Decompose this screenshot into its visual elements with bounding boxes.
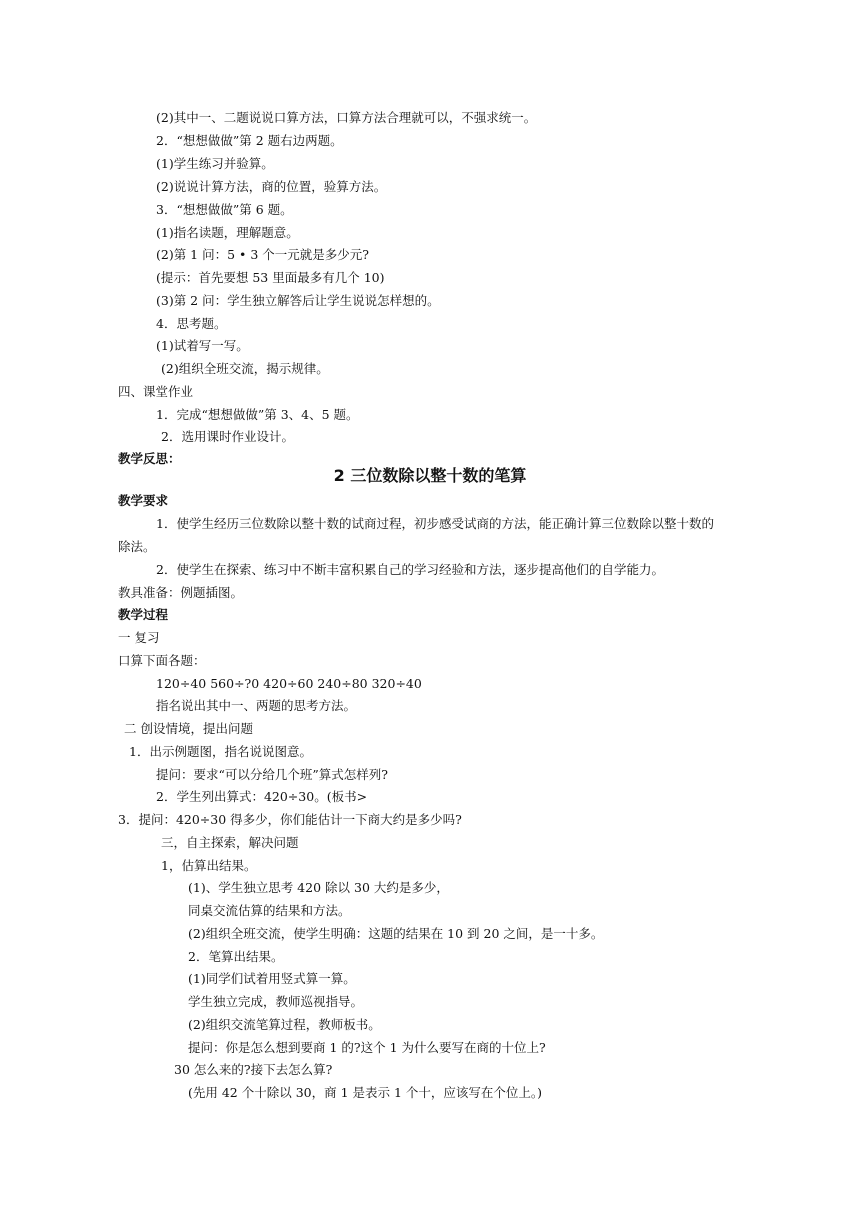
- text-line: 30 怎么来的?接下去怎么算?: [174, 1062, 333, 1077]
- text-line: 1．使学生经历三位数除以整十数的试商过程，初步感受试商的方法，能正确计算三位数除以整十数的: [156, 516, 714, 531]
- section-heading: 一 复习: [118, 630, 160, 645]
- lesson-title: 2 三位数除以整十数的笔算: [333, 466, 527, 485]
- text-line: (提示：首先要想 53 里面最多有几个 10): [156, 270, 385, 285]
- section-heading: 三，自主探索，解决问题: [161, 835, 299, 850]
- text-line: 提问：你是怎么想到要商 1 的?这个 1 为什么要写在商的十位上?: [188, 1040, 546, 1055]
- text-line: 1．出示例题图，指名说说图意。: [129, 744, 312, 759]
- text-line: (2)其中一、二题说说口算方法，口算方法合理就可以，不强求统一。: [156, 110, 537, 125]
- section-heading: 四、课堂作业: [118, 384, 194, 399]
- teaching-reflection-label: 教学反思：: [118, 451, 181, 466]
- text-line: 2．选用课时作业设计。: [161, 429, 294, 444]
- text-line: 120÷40 560÷?0 420÷60 240÷80 320÷40: [156, 676, 422, 691]
- text-line: 除法。: [118, 539, 156, 554]
- text-line: (2)组织交流笔算过程，教师板书。: [188, 1017, 381, 1032]
- text-line: 4．思考题。: [156, 316, 227, 331]
- text-line: (1)同学们试着用竖式算一算。: [188, 971, 356, 986]
- text-line: (3)第 2 问：学生独立解答后让学生说说怎样想的。: [156, 293, 440, 308]
- text-line: 2．“想想做做”第 2 题右边两题。: [156, 133, 343, 148]
- text-line: 指名说出其中一、两题的思考方法。: [156, 698, 357, 713]
- text-line: (1)学生练习并验算。: [156, 156, 274, 171]
- text-line: 3．“想想做做”第 6 题。: [156, 202, 293, 217]
- section-heading-bold: 教学过程: [118, 607, 169, 622]
- text-line: 3．提问：420÷30 得多少，你们能估计一下商大约是多少吗?: [118, 812, 462, 827]
- text-line: 2．学生列出算式：420÷30。(板书>: [156, 789, 368, 804]
- text-line: (1)、学生独立思考 420 除以 30 大约是多少，: [188, 880, 449, 895]
- text-line: (2)第 1 问：5 • 3 个一元就是多少元?: [156, 247, 370, 262]
- text-line: 提问：要求“可以分给几个班”算式怎样列?: [156, 767, 388, 782]
- text-line: (1)指名读题，理解题意。: [156, 225, 299, 240]
- text-line: 教具准备：例题插图。: [118, 585, 244, 600]
- text-line: 1．完成“想想做做”第 3、4、5 题。: [156, 407, 359, 422]
- text-line: (先用 42 个十除以 30，商 1 是表示 1 个十，应该写在个位上。): [188, 1085, 543, 1100]
- text-line: 口算下面各题：: [118, 653, 206, 668]
- text-line: (2)组织全班交流，使学生明确：这题的结果在 10 到 20 之间，是一十多。: [188, 926, 604, 941]
- text-line: 2．使学生在探索、练习中不断丰富积累自己的学习经验和方法，逐步提高他们的自学能力。: [156, 562, 664, 577]
- section-heading-bold: 教学要求: [118, 493, 169, 508]
- section-heading: 二 创设情境，提出问题: [124, 721, 253, 736]
- text-line: 2．笔算出结果。: [188, 949, 284, 964]
- text-line: 1，估算出结果。: [161, 858, 257, 873]
- text-line: (2)组织全班交流，揭示规律。: [161, 361, 329, 376]
- text-line: 学生独立完成，教师巡视指导。: [188, 994, 364, 1009]
- text-line: (2)说说计算方法，商的位置，验算方法。: [156, 179, 387, 194]
- text-line: (1)试着写一写。: [156, 338, 249, 353]
- text-line: 同桌交流估算的结果和方法。: [188, 903, 351, 918]
